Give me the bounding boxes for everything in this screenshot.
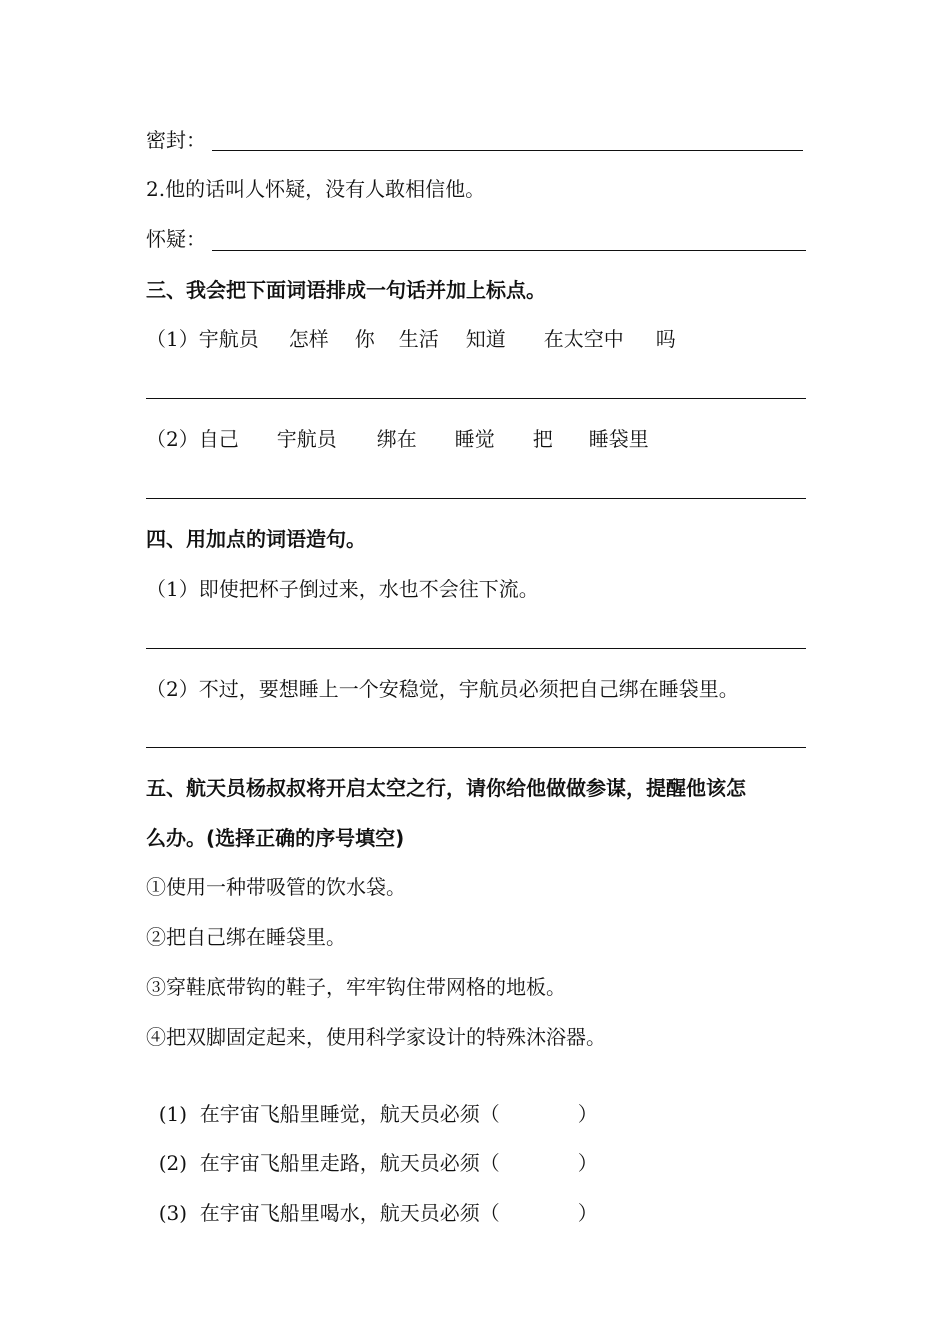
option-3: ③穿鞋底带钩的鞋子，牢牢钩住带网格的地板。 xyxy=(146,975,566,999)
question-number: (3) xyxy=(158,1201,188,1225)
question-text: 在宇宙飞船里走路，航天员必须（ xyxy=(199,1151,500,1175)
section-5-question-1 xyxy=(146,1072,598,1128)
word: 睡觉 xyxy=(454,427,495,451)
option-2: ②把自己绑在睡袋里。 xyxy=(146,925,346,949)
word: 绑在 xyxy=(376,427,417,451)
section-4-question-1: （1）即使把杯子倒过来，水也不会往下流。 xyxy=(146,577,539,601)
section-4-answer-line-2[interactable] xyxy=(146,747,806,748)
word: 宇航员 xyxy=(198,327,259,351)
option-4: ④把双脚固定起来，使用科学家设计的特殊沐浴器。 xyxy=(146,1025,606,1049)
word: 怎样 xyxy=(288,327,329,351)
word: 在太空中 xyxy=(543,327,624,351)
option-1: ①使用一种带吸管的饮水袋。 xyxy=(146,875,406,899)
sentence-2: 2.他的话叫人怀疑，没有人敢相信他。 xyxy=(146,177,486,201)
section-5-question-3 xyxy=(146,1171,598,1227)
question-number: （2） xyxy=(146,427,199,451)
question-text: 在宇宙飞船里睡觉，航天员必须（ xyxy=(199,1102,500,1126)
word: 睡袋里 xyxy=(588,427,649,451)
section-5-heading-line-1: 五、航天员杨叔叔将开启太空之行，请你给他做做参谋，提醒他该怎 xyxy=(146,776,746,800)
word: 生活 xyxy=(398,327,439,351)
question-text: 在宇宙飞船里喝水，航天员必须（ xyxy=(199,1201,500,1225)
close-paren: ） xyxy=(577,1102,598,1126)
section-3-question-1 xyxy=(146,325,676,353)
doubt-label: 怀疑： xyxy=(146,227,206,251)
word: 吗 xyxy=(655,327,676,351)
seal-label: 密封： xyxy=(146,128,206,152)
question-number: (1) xyxy=(158,1102,188,1126)
section-4-question-2: （2）不过，要想睡上一个安稳觉，宇航员必须把自己绑在睡袋里。 xyxy=(146,677,739,701)
word: 自己 xyxy=(198,427,239,451)
section-4-answer-line-1[interactable] xyxy=(146,648,806,649)
question-number: (2) xyxy=(158,1151,188,1175)
word: 知道 xyxy=(465,327,506,351)
word: 你 xyxy=(354,327,375,351)
section-5-heading-line-2: 么办。(选择正确的序号填空) xyxy=(146,826,405,850)
doubt-answer-line[interactable] xyxy=(212,250,806,251)
section-3-question-2 xyxy=(146,425,649,453)
section-3-answer-line-2[interactable] xyxy=(146,498,806,499)
section-3-answer-line-1[interactable] xyxy=(146,398,806,399)
seal-answer-line[interactable] xyxy=(212,150,803,151)
word: 宇航员 xyxy=(276,427,337,451)
close-paren: ） xyxy=(577,1151,598,1175)
section-5-question-2 xyxy=(146,1121,598,1177)
section-3-heading: 三、我会把下面词语排成一句话并加上标点。 xyxy=(146,278,546,302)
word: 把 xyxy=(532,427,553,451)
close-paren: ） xyxy=(577,1201,598,1225)
question-number: （1） xyxy=(146,327,199,351)
section-4-heading: 四、用加点的词语造句。 xyxy=(146,527,366,551)
